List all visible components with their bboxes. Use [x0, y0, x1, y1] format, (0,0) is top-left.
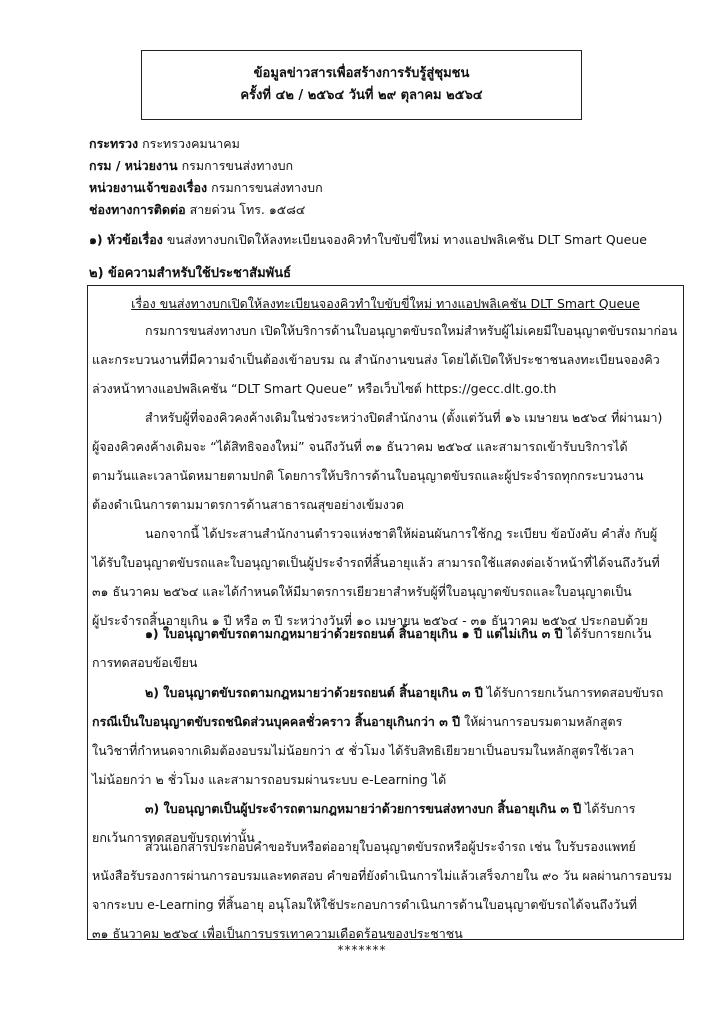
contact-label: ช่องทางการติดต่อ: [89, 202, 186, 217]
text-line: ในวิชาที่กำหนดจากเดิมต้องอบรมไม่น้อยกว่า ๕ ชั่วโมง ได้รับสิทธิเยียวยาเป็นอบรมในหลักสูตรใช้เวลา: [92, 743, 635, 758]
list-item-1-line-1: [145, 624, 652, 644]
list-item-2-heading: ๒) ใบอนุญาตขับรถตามกฎหมายว่าด้วยรถยนต์ สิ้นอายุเกิน ๓ ปี: [145, 685, 483, 700]
list-item-2-subheading: กรณีเป็นใบอนุญาตขับรถชนิดส่วนบุคคลชั่วคราว สิ้นอายุเกินกว่า ๓ ปี: [92, 714, 461, 729]
document-title: ข้อมูลข่าวสารเพื่อสร้างการรับรู้สู่ชุมชน: [253, 66, 470, 81]
list-item-2-line-2: [92, 712, 622, 732]
section-2-heading: ๒) ข้อความสำหรับใช้ประชาสัมพันธ์: [89, 266, 292, 281]
ministry-value: กระทรวงคมนาคม: [142, 136, 240, 151]
department-label: กรม / หน่วยงาน: [89, 158, 178, 173]
text-line: จากระบบ e-Learning ที่สิ้นอายุ อนุโลมให้ใช้ประกอบการดำเนินการด้านใบอนุญาตขับรถได้จนถึงวันที่: [92, 897, 638, 912]
ministry-row: [89, 133, 323, 155]
owner-label: หน่วยงานเจ้าของเรื่อง: [89, 180, 208, 195]
list-item-1-text: ได้รับการยกเว้น: [562, 626, 652, 641]
press-release-subject: เรื่อง ขนส่งทางบกเปิดให้ลงทะเบียนจองคิวทำใบขับขี่ใหม่ ทางแอปพลิเคชัน DLT Smart Queue: [131, 296, 640, 311]
text-line: ผู้ประจำรถสิ้นอายุเกิน ๑ ปี หรือ ๓ ปี ระหว่างวันที่ ๑๐ เมษายน ๒๕๖๔ - ๓๑ ธันวาคม ๒๕๖๔ ประกอบด้วย: [92, 613, 648, 628]
text-line: ต้องดำเนินการตามมาตรการด้านสาธารณสุขอย่างเข้มงวด: [92, 497, 405, 512]
press-release-box: [87, 285, 684, 940]
text-line: และกระบวนงานที่มีความจำเป็นต้องเข้าอบรม ณ สำนักงานขนส่ง โดยได้เปิดให้ประชาชนลงทะเบียนจองคิว: [92, 352, 660, 367]
list-item-3-line-1: [145, 799, 635, 819]
list-item-2-subtext: ให้ผ่านการอบรมตามหลักสูตร: [460, 714, 623, 729]
contact-value: สายด่วน โทร. ๑๕๘๔: [189, 202, 306, 217]
department-row: [89, 155, 323, 177]
document-issue-line: ครั้งที่ ๔๒ / ๒๕๖๔ วันที่ ๒๙ ตุลาคม ๒๕๖๔: [240, 88, 483, 103]
department-value: กรมการขนส่งทางบก: [181, 158, 294, 173]
section-1: [89, 230, 647, 250]
text-line: หนังสือรับรองการผ่านการอบรมและทดสอบ คำขอที่ยังดำเนินการไม่แล้วเสร็จภายใน ๙๐ วัน ผลผ่านการอบรม: [92, 868, 672, 883]
text-line: การทดสอบข้อเขียน: [92, 655, 198, 670]
document-title-box: [141, 50, 582, 120]
text-line: ๓๑ ธันวาคม ๒๕๖๔ และได้กำหนดให้มีมาตรการเยียวยาสำหรับผู้ที่ใบอนุญาตขับรถและใบอนุญาตเป็น: [92, 584, 632, 599]
text-line: ล่วงหน้าทางแอปพลิเคชัน “DLT Smart Queue” หรือเว็บไซต์ https://gecc.dlt.go.th: [92, 381, 557, 396]
contact-row: [89, 199, 323, 221]
section-1-value: ขนส่งทางบกเปิดให้ลงทะเบียนจองคิวทำใบขับขี่ใหม่ ทางแอปพลิเคชัน DLT Smart Queue: [166, 232, 647, 247]
text-line: กรมการขนส่งทางบก เปิดให้บริการด้านใบอนุญาตขับรถใหม่สำหรับผู้ไม่เคยมีใบอนุญาตขับรถมาก่อน: [145, 323, 678, 338]
text-line: ตามวันและเวลานัดหมายตามปกติ โดยการให้บริการด้านใบอนุญาตขับรถและผู้ประจำรถทุกกระบวนงาน: [92, 468, 644, 483]
section-1-label: ๑) หัวข้อเรื่อง: [89, 232, 163, 247]
text-line: ไม่น้อยกว่า ๒ ชั่วโมง และสามารถอบรมผ่านระบบ e-Learning ได้: [92, 772, 447, 787]
list-item-3-heading: ๓) ใบอนุญาตเป็นผู้ประจำรถตามกฎหมายว่าด้วยการขนส่งทางบก สิ้นอายุเกิน ๓ ปี: [145, 801, 582, 816]
list-item-2-text: ได้รับการยกเว้นการทดสอบขับรถ: [482, 685, 664, 700]
list-item-3-text: ได้รับการ: [581, 801, 636, 816]
text-line: ส่วนเอกสารประกอบคำขอรับหรือต่ออายุใบอนุญาตขับรถหรือผู้ประจำรถ เช่น ใบรับรองแพทย์: [145, 839, 636, 854]
text-line: ๓๑ ธันวาคม ๒๕๖๔ เพื่อเป็นการบรรเทาความเดือดร้อนของประชาชน: [92, 926, 463, 941]
text-line: นอกจากนี้ ได้ประสานสำนักงานตำรวจแห่งชาติให้ผ่อนผันการใช้กฎ ระเบียบ ข้อบังคับ คำสั่ง กับผู้: [145, 526, 658, 541]
text-line: ยกเว้นการทดสอบขับรถเท่านั้น: [92, 830, 255, 845]
owner-value: กรมการขนส่งทางบก: [211, 180, 323, 195]
text-line: สำหรับผู้ที่จองคิวคงค้างเดิมในช่วงระหว่างปิดสำนักงาน (ตั้งแต่วันที่ ๑๖ เมษายน ๒๕๖๔ ที่ผ่านมา): [145, 410, 663, 425]
end-marker: *******: [337, 943, 387, 957]
ministry-label: กระทรวง: [89, 136, 139, 151]
owner-row: [89, 177, 323, 199]
text-line: ได้รับใบอนุญาตขับรถและใบอนุญาตเป็นผู้ประจำรถที่สิ้นอายุแล้ว สามารถใช้แสดงต่อเจ้าหน้าที่ได้จนถึงวันที่: [92, 555, 660, 570]
metadata-block: [89, 133, 323, 221]
list-item-1-heading: ๑) ใบอนุญาตขับรถตามกฎหมายว่าด้วยรถยนต์ สิ้นอายุเกิน ๑ ปี แต่ไม่เกิน ๓ ปี: [145, 626, 563, 641]
text-line: ผู้จองคิวคงค้างเดิมจะ “ได้สิทธิจองใหม่” จนถึงวันที่ ๓๑ ธันวาคม ๒๕๖๔ และสามารถเข้ารับบริการได้: [92, 439, 628, 454]
list-item-2-line-1: [145, 683, 663, 703]
